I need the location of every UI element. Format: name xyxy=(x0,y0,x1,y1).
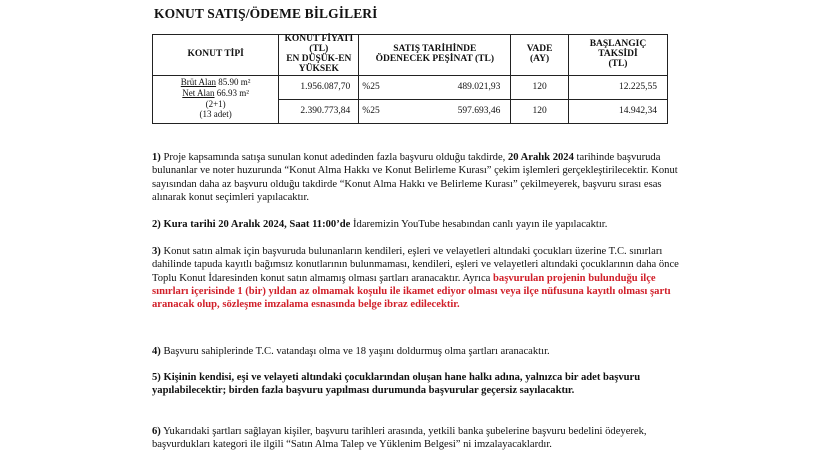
paragraph-1-text-a: Proje kapsamında satışa sunulan konut adedinden fazla başvuru olduğu takdirde, xyxy=(160,152,508,163)
unit-count: (13 adet) xyxy=(199,109,232,120)
paragraph-1-text-b: tarihinde başvuruda bulunanlar ve noter huzurunda “Konut Alma Hakkı ve Konut Belirleme Kurası” çekim işlemleri gerçekleştirilecektir. Konut sayısından daha az başvuru olduğu takdirde “Konut Alma Hakkı ve Belirleme Kurası” çekilmeyerek, başvuru sırası esas alınarak konut seçimleri yapılacaktır. xyxy=(152,152,678,203)
paragraph-6-number: 6) xyxy=(152,426,161,437)
installment-cell: 12.225,55 xyxy=(568,76,667,100)
room-count: (2+1) xyxy=(205,98,226,109)
header-price-line3: EN DÜŞÜK-EN xyxy=(286,54,352,64)
gross-area-value: 85.90 m² xyxy=(218,77,251,87)
paragraph-1-number: 1) xyxy=(152,152,161,163)
net-area-label: Net Alan xyxy=(182,87,215,98)
header-installment-line2: TAKSİDİ xyxy=(598,49,638,60)
paragraph-3-text: Konut satın almak için başvuruda bulunanların kendileri, eşleri ve velayetleri altındaki çocukları üzerine T.C. sınırları dahilinde tapuda kayıtlı bağımsız konutlarının bulunmaması, kendileri, eşleri ve velayetleri altındaki çocuklarının daha önce Toplu Konut İdaresinden konut satın almamış olması şartları aranacaktır. Ayrıca xyxy=(152,246,679,284)
percent-cell: %25 xyxy=(359,76,404,100)
paragraph-2 xyxy=(152,218,682,231)
price-cell: 2.390.773,84 xyxy=(279,100,359,124)
paragraph-4-number: 4) xyxy=(152,346,161,357)
unit-type-cell xyxy=(153,76,279,124)
paragraph-2-text: İdaremizin YouTube hesabından canlı yayın ile yapılacaktır. xyxy=(350,219,608,230)
downpayment-cell: 489.021,93 xyxy=(404,76,511,100)
price-table xyxy=(152,34,668,124)
term-cell: 120 xyxy=(511,76,569,100)
paragraph-6 xyxy=(152,425,682,452)
table-header-row xyxy=(153,35,668,76)
paragraph-3-red-text: başvurulan projenin bulunduğu ilçe sınırları içerisinde 1 (bir) yıldan az olmamak koşulu ile ikamet ediyor olması veya ilçe nüfusuna kayıtlı olması şartı aranacak olup, sözleşme imzalama esnasında belge ibraz edilecektir. xyxy=(152,272,671,311)
paragraph-3 xyxy=(152,245,682,311)
net-area-value: 66.93 m² xyxy=(216,87,249,98)
paragraph-4 xyxy=(152,345,682,358)
header-downpayment xyxy=(359,35,511,76)
percent-cell: %25 xyxy=(359,100,404,124)
header-installment-line1: BAŞLANGIÇ xyxy=(589,39,647,50)
header-term-line1: VADE xyxy=(526,44,553,55)
header-price-line2: (TL) xyxy=(309,44,329,55)
paragraph-3-number: 3) xyxy=(152,246,161,257)
paragraph-1-date: 20 Aralık 2024 xyxy=(507,152,574,163)
paragraph-6-text: Yukarıdaki şartları sağlayan kişiler, başvuru tarihleri arasında, yetkili banka şubelerine başvuru bedelini ödeyerek, başvurdukları kategori ile ilgili “Satın Alma Talep ve Yüklenim Belgesi” ni imzalayacaklardır. xyxy=(152,426,647,451)
header-installment xyxy=(568,35,667,76)
table-row xyxy=(153,76,668,100)
paragraph-5: 5) Kişinin kendisi, eşi ve velayeti altındaki çocuklarından oluşan hane halkı adına, yalnızca bir adet başvuru yapılabilecektir; birden fazla başvuru yapılması durumunda başvurular geçersiz sayılacaktır. xyxy=(152,372,641,397)
term-cell: 120 xyxy=(511,100,569,124)
downpayment-cell: 597.693,46 xyxy=(404,100,511,124)
price-cell: 1.956.087,70 xyxy=(279,76,359,100)
header-term xyxy=(511,35,569,76)
header-price-line1: KONUT FİYATI xyxy=(284,34,354,45)
installment-cell: 14.942,34 xyxy=(568,100,667,124)
paragraph-4-text: Başvuru sahiplerinde T.C. vatandaşı olma ve 18 yaşını doldurmuş olma şartları aranacaktır. xyxy=(160,346,550,357)
gross-area-label: Brüt Alan xyxy=(180,77,217,87)
header-unit-type: KONUT TİPİ xyxy=(153,35,279,76)
header-term-line2: (AY) xyxy=(530,54,550,64)
page-title: KONUT SATIŞ/ÖDEME BİLGİLERİ xyxy=(154,6,378,21)
header-installment-line3: (TL) xyxy=(608,58,628,69)
paragraph-2-bold: 2) Kura tarihi 20 Aralık 2024, Saat 11:00’de xyxy=(152,219,351,230)
header-price xyxy=(279,35,359,76)
header-downpayment-line2: ÖDENECEK PEŞİNAT (TL) xyxy=(375,54,495,64)
paragraph-1 xyxy=(152,151,682,204)
header-downpayment-line1: SATIŞ TARİHİNDE xyxy=(393,44,477,55)
header-price-line4: YÜKSEK xyxy=(298,63,339,74)
